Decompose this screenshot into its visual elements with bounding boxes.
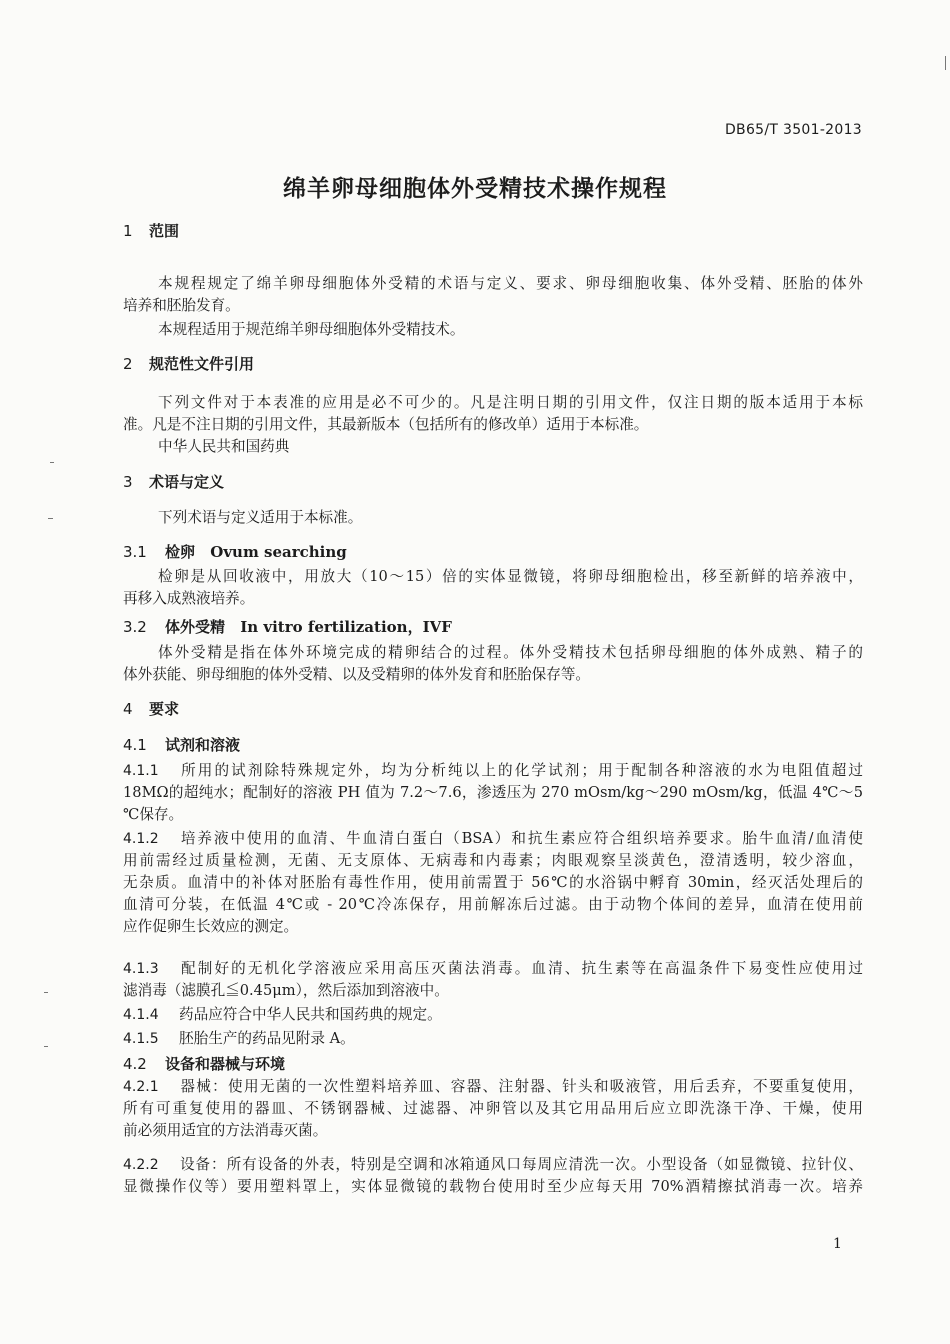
subsection-4-1-heading [123, 734, 240, 755]
subsection-3-1-text [123, 566, 863, 610]
text-line: 用前需经过质量检测，无菌、无支原体、无病毒和内毒素；肉眼观察呈淡黄色，澄清透明，较少溶血， [123, 852, 863, 869]
subsection-3-2-heading [123, 616, 452, 637]
subsection-title-en: In vitro fertilization，IVF [240, 618, 452, 636]
section-number: 2 [123, 355, 133, 373]
text-line [123, 1076, 863, 1098]
subsection-3-1-heading [123, 541, 347, 562]
item-number: 4.2.1 [123, 1079, 159, 1095]
item-text: 培养液中使用的血清、牛血清白蛋白（BSA）和抗生素应符合组织培养要求。胎牛血清/血清使 [179, 830, 863, 847]
item-number: 4.1.3 [123, 961, 159, 977]
item-text: 器械：使用无菌的一次性塑料培养皿、容器、注射器、针头和吸液管，用后丢弃，不要重复使用， [179, 1078, 863, 1095]
text-line: 血清可分装，在低温 4℃或 - 20℃冷冻保存，用前解冻后过滤。由于动物个体间的差异，血清在使用前 [123, 896, 863, 913]
text-line: 体外受精是指在体外环境完成的精卵结合的过程。体外受精技术包括卵母细胞的体外成熟、精子的 [158, 644, 863, 661]
text-line: 滤消毒（滤膜孔≦0.45μm），然后添加到溶液中。 [123, 982, 449, 999]
text-line: 应作促卵生长效应的测定。 [123, 918, 299, 935]
subsection-title: 设备和器械与环境 [165, 1055, 286, 1073]
subsection-title: 检卵 [165, 543, 196, 561]
subsection-number: 4.1 [123, 736, 147, 754]
text-line: ℃保存。 [123, 806, 184, 823]
item-4-1-1 [123, 760, 863, 826]
section-3-paragraph-1: 下列术语与定义适用于本标准。 [158, 509, 363, 526]
section-2-paragraph-1 [123, 392, 863, 436]
text-line: 再移入成熟液培养。 [123, 590, 255, 607]
text-line: 准。凡是不注日期的引用文件，其最新版本（包括所有的修改单）适用于本标准。 [123, 416, 649, 433]
subsection-4-2-heading [123, 1053, 285, 1074]
subsection-number: 4.2 [123, 1055, 147, 1073]
page-number: 1 [833, 1236, 842, 1252]
text-line: 本规程规定了绵羊卵母细胞体外受精的术语与定义、要求、卵母细胞收集、体外受精、胚胎的体外 [158, 275, 863, 292]
scan-mark [48, 518, 53, 519]
item-4-2-2 [123, 1154, 863, 1198]
text-line [123, 1154, 863, 1176]
text-line: 下列文件对于本表准的应用是必不可少的。凡是注明日期的引用文件，仅注日期的版本适用于本标 [158, 394, 863, 411]
text-line [123, 828, 863, 850]
section-3-heading [123, 471, 224, 492]
item-text: 药品应符合中华人民共和国药典的规定。 [179, 1006, 442, 1023]
section-4-heading [123, 698, 179, 719]
subsection-number: 3.1 [123, 543, 147, 561]
item-4-1-4 [123, 1004, 863, 1026]
text-line: 18MΩ的超纯水；配制好的溶液 PH 值为 7.2～7.6，渗透压为 270 mOsm/kg～290 mOsm/kg，低温 4℃～5 [123, 784, 863, 801]
subsection-title: 试剂和溶液 [165, 736, 241, 754]
text-line: 显微操作仪等）要用塑料罩上，实体显微镜的载物台使用时至少应每天用 70%酒精擦拭消毒一次。培养 [123, 1178, 863, 1195]
text-line [123, 958, 863, 980]
section-title: 要求 [149, 700, 180, 718]
item-4-1-3 [123, 958, 863, 1002]
text-line: 培养和胚胎发育。 [123, 297, 240, 314]
section-1-paragraph-2: 本规程适用于规范绵羊卵母细胞体外受精技术。 [158, 321, 465, 338]
section-number: 1 [123, 222, 133, 240]
item-number: 4.1.4 [123, 1007, 159, 1023]
section-2-paragraph-2: 中华人民共和国药典 [158, 438, 290, 455]
text-line: 前必须用适宜的方法消毒灭菌。 [123, 1122, 328, 1139]
item-4-1-2 [123, 828, 863, 938]
item-text: 设备：所有设备的外表，特别是空调和冰箱通风口每周应清洗一次。小型设备（如显微镜、拉针仪、 [179, 1156, 863, 1173]
section-2-heading [123, 353, 254, 374]
text-line: 体外获能、卵母细胞的体外受精、以及受精卵的体外发育和胚胎保存等。 [123, 666, 591, 683]
text-line: 无杂质。血清中的补体对胚胎有毒性作用，使用前需置于 56℃的水浴锅中孵育 30min，经灭活处理后的 [123, 874, 863, 891]
text-line: 检卵是从回收液中，用放大（10～15）倍的实体显微镜，将卵母细胞检出，移至新鲜的培养液中， [158, 568, 863, 585]
item-number: 4.1.1 [123, 763, 159, 779]
item-number: 4.1.2 [123, 831, 159, 847]
section-number: 3 [123, 473, 133, 491]
scan-mark [44, 1046, 48, 1047]
item-number: 4.2.2 [123, 1157, 159, 1173]
item-text: 配制好的无机化学溶液应采用高压灭菌法消毒。血清、抗生素等在高温条件下易变性应使用过 [179, 960, 863, 977]
standard-number: DB65/T 3501-2013 [724, 122, 862, 138]
section-title: 规范性文件引用 [149, 355, 255, 373]
item-number: 4.1.5 [123, 1031, 159, 1047]
section-1-heading [123, 220, 179, 241]
subsection-title: 体外受精 [165, 618, 226, 636]
section-title: 范围 [149, 222, 180, 240]
text-line: 所有可重复使用的器皿、不锈钢器械、过滤器、冲卵管以及其它用品用后应立即洗涤干净、干燥，使用 [123, 1100, 863, 1117]
item-4-1-5 [123, 1028, 863, 1050]
item-text: 胚胎生产的药品见附录 A。 [179, 1030, 355, 1047]
item-text: 所用的试剂除特殊规定外，均为分析纯以上的化学试剂；用于配制各种溶液的水为电阻值超过 [179, 762, 863, 779]
document-title: 绵羊卵母细胞体外受精技术操作规程 [283, 176, 667, 202]
scan-mark [945, 56, 946, 70]
section-title: 术语与定义 [149, 473, 225, 491]
scan-mark [44, 992, 48, 993]
item-4-2-1 [123, 1076, 863, 1142]
section-number: 4 [123, 700, 133, 718]
subsection-title-en: Ovum searching [210, 543, 347, 561]
subsection-number: 3.2 [123, 618, 147, 636]
subsection-3-2-text [123, 642, 863, 686]
scan-mark [50, 462, 54, 463]
section-1-paragraph-1 [123, 273, 863, 317]
text-line [123, 760, 863, 782]
